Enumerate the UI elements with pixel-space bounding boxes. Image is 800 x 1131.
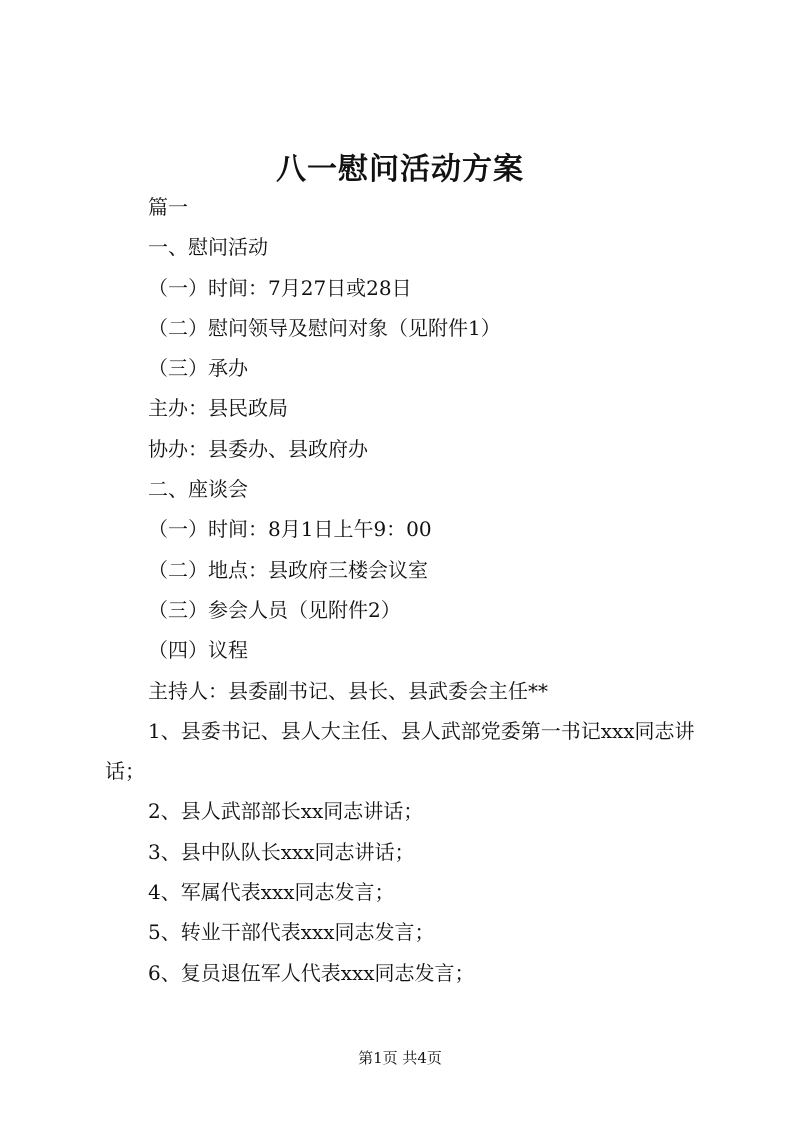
paragraph: 一、慰问活动	[148, 235, 268, 260]
document-body	[105, 187, 708, 993]
paragraph: （三）参会人员（见附件2）	[148, 597, 401, 622]
paragraph: （一）时间：8月1日上午9：00	[148, 517, 432, 542]
paragraph: 4、军属代表xxx同志发言；	[148, 880, 395, 905]
paragraph: （四）议程	[148, 638, 248, 663]
paragraph: 篇一	[148, 195, 188, 219]
paragraph: 主持人：县委副书记、县长、县武委会主任**	[148, 678, 548, 703]
paragraph: 1、县委书记、县人大主任、县人武部党委第一书记xxx同志讲话；	[105, 718, 695, 784]
paragraph: 6、复员退伍军人代表xxx同志发言；	[148, 960, 475, 985]
paragraph: 协办：县委办、县政府办	[148, 436, 368, 461]
paragraph: 5、转业干部代表xxx同志发言；	[148, 920, 435, 945]
paragraph: 2、县人武部部长xx同志讲话；	[148, 799, 424, 824]
paragraph: 主办：县民政局	[148, 396, 288, 421]
paragraph: 3、县中队队长xxx同志讲话；	[148, 839, 415, 864]
paragraph: （三）承办	[148, 356, 248, 381]
document-title: 八一慰问活动方案	[276, 152, 524, 187]
paragraph: 二、座谈会	[148, 477, 248, 502]
paragraph: （二）地点：县政府三楼会议室	[148, 557, 428, 582]
paragraph: （二）慰问领导及慰问对象（见附件1）	[148, 315, 501, 340]
paragraph: （一）时间：7月27日或28日	[148, 275, 412, 300]
page-footer: 第1页 共4页	[358, 1049, 442, 1067]
